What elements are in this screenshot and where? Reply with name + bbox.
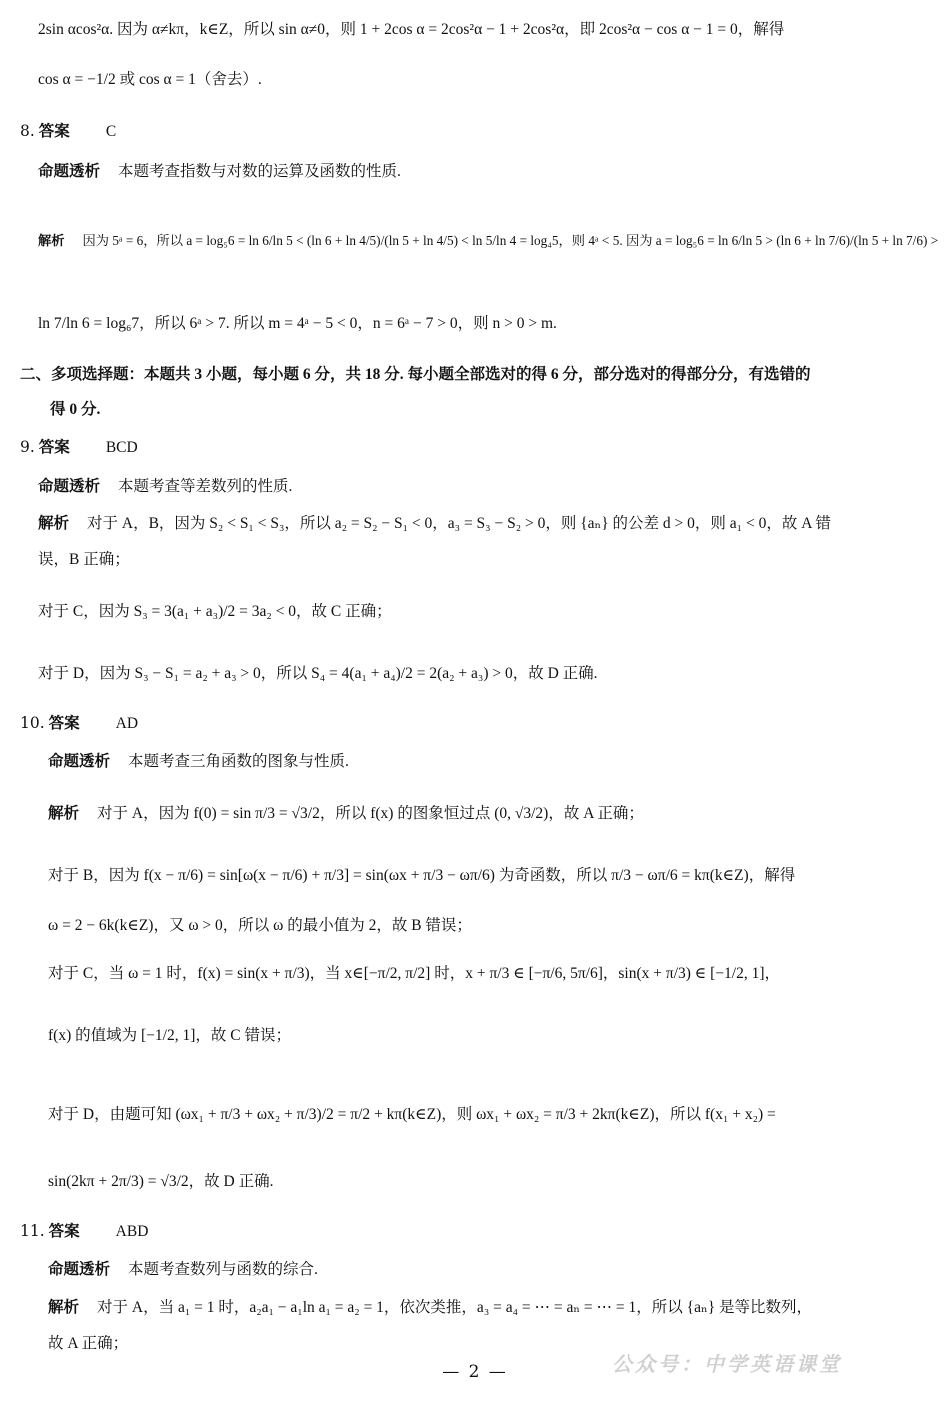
answer-choice: ABD <box>115 1223 149 1240</box>
text-line-l23 <box>48 1170 274 1193</box>
watermark: 公众号：中学英语课堂 <box>612 1352 842 1376</box>
line-text: 对于 C，当 ω = 1 时，f(x) = sin(x + π/3)，当 x∈[−π/2, π/2] 时，x + π/3 ∈ [−π/6, 5π/6]，sin(x + π/3) ∈ [−1/2, 1]， <box>48 965 781 982</box>
text-line-l26 <box>48 1296 812 1319</box>
text-line-l02 <box>38 68 262 91</box>
text-line-l25 <box>48 1258 318 1281</box>
section-label: 解析 <box>48 1298 80 1316</box>
text-line-l22 <box>48 1103 776 1126</box>
section-label: 解析 <box>48 804 80 822</box>
section-label: 答案 <box>38 122 70 140</box>
line-text: 因为 5ᵃ = 6，所以 a = log₅6 = ln 6/ln 5 < (ln 6 + ln 4/5)/(ln 5 + ln 4/5) < ln 5/ln 4 = log₄5，则 4ᵃ < 5. 因为 a = log₅6 = ln 6/ln 5 > (ln 6 + ln 7/6)/(ln 5 + ln 7/6) > <box>82 233 939 248</box>
line-text: ω = 2 − 6k(k∈Z)，又 ω > 0，所以 ω 的最小值为 2，故 B 错误； <box>48 917 472 934</box>
section-label: 答案 <box>48 714 80 732</box>
section-label: 解析 <box>38 234 65 249</box>
text-line-l18 <box>48 864 795 887</box>
text-line-l04 <box>38 160 401 183</box>
text-line-l14 <box>38 662 598 685</box>
line-text: 对于 A，因为 f(0) = sin π/3 = √3/2，所以 f(x) 的图象恒过点 (0, √3/2)，故 A 正确； <box>97 805 644 822</box>
text-line-l01 <box>38 18 784 41</box>
answer-choice: C <box>105 123 117 140</box>
line-text: cos α = −1/2 或 cos α = 1（舍去）. <box>38 71 262 88</box>
line-text: 对于 B，因为 f(x − π/6) = sin[ω(x − π/6) + π/3] = sin(ωx + π/3 − ωπ/6) 为奇函数，所以 π/3 − ωπ/6 = kπ(k∈Z)，解得 <box>48 867 796 884</box>
line-text: 本题考查三角函数的图象与性质. <box>128 753 349 770</box>
text-line-l15 <box>20 712 138 735</box>
text-line-l10 <box>38 475 292 498</box>
text-line-l21 <box>48 1024 291 1047</box>
section-label: 答案 <box>48 1222 80 1240</box>
text-line-l17 <box>48 802 644 825</box>
line-text: 故 A 正确； <box>48 1335 129 1352</box>
line-text: 2sin αcos²α. 因为 α≠kπ，k∈Z，所以 sin α≠0，则 1 + 2cos α = 2cos²α − 1 + 2cos²α，即 2cos²α − cos α − 1 = 0，解得 <box>38 21 785 38</box>
text-line-l05 <box>38 230 938 253</box>
section-label: 命题透析 <box>38 162 101 180</box>
page-number: — 2 — <box>442 1362 508 1382</box>
section-label: 命题透析 <box>48 752 111 770</box>
line-text: 对于 C，因为 S₃ = 3(a₁ + a₃)/2 = 3a₂ < 0，故 C 正确； <box>38 603 392 620</box>
section-label: 解析 <box>38 514 70 532</box>
section-label: 命题透析 <box>38 477 101 495</box>
text-line-l16 <box>48 750 349 773</box>
line-text: 得 0 分. <box>50 401 101 418</box>
answer-choice: BCD <box>105 439 138 456</box>
text-line-l24 <box>20 1220 148 1243</box>
text-line-l06 <box>38 312 557 335</box>
line-text: ln 7/ln 6 = log₆7，所以 6ᵃ > 7. 所以 m = 4ᵃ − 5 < 0，n = 6ᵃ − 7 > 0，则 n > 0 > m. <box>38 315 557 332</box>
text-line-l07 <box>20 363 811 386</box>
section-label: 命题透析 <box>48 1260 111 1278</box>
text-line-l08 <box>50 398 100 421</box>
line-text: 本题考查数列与函数的综合. <box>128 1261 318 1278</box>
line-text: 二、多项选择题：本题共 3 小题，每小题 6 分，共 18 分. 每小题全部选对的得 6 分，部分选对的得部分分，有选错的 <box>20 366 811 383</box>
text-line-l27 <box>48 1332 128 1355</box>
line-text: 本题考查等差数列的性质. <box>118 478 293 495</box>
text-line-l03 <box>20 120 116 143</box>
question-number: 11. <box>20 1222 45 1240</box>
text-line-l13 <box>38 600 392 623</box>
question-number: 9. <box>20 438 35 456</box>
line-text: 对于 D，因为 S₃ − S₁ = a₂ + a₃ > 0，所以 S₄ = 4(a₁ + a₄)/2 = 2(a₂ + a₃) > 0，故 D 正确. <box>38 665 598 682</box>
line-text: 对于 A，当 a₁ = 1 时，a₂a₁ − a₁ln a₁ = a₂ = 1，依次类推，a₃ = a₄ = ⋯ = aₙ = ⋯ = 1，所以 {aₙ} 是等比数列， <box>97 1299 813 1316</box>
line-text: 对于 D，由题可知 (ωx₁ + π/3 + ωx₂ + π/3)/2 = π/2 + kπ(k∈Z)，则 ωx₁ + ωx₂ = π/3 + 2kπ(k∈Z)，所以 f(x₁ + x₂) = <box>48 1106 776 1123</box>
text-line-l09 <box>20 436 138 459</box>
answer-choice: AD <box>115 715 139 732</box>
section-label: 答案 <box>38 438 70 456</box>
text-line-l20 <box>48 962 780 985</box>
text-line-l11 <box>38 512 831 535</box>
line-text: f(x) 的值域为 [−1/2, 1]，故 C 错误； <box>48 1027 291 1044</box>
line-text: 误，B 正确； <box>38 551 130 568</box>
line-text: 对于 A，B，因为 S₂ < S₁ < S₃，所以 a₂ = S₂ − S₁ < 0，a₃ = S₃ − S₂ > 0，则 {aₙ} 的公差 d > 0，则 a₁ < 0，故 A 错 <box>87 515 831 532</box>
text-line-l12 <box>38 548 130 571</box>
line-text: sin(2kπ + 2π/3) = √3/2，故 D 正确. <box>48 1173 274 1190</box>
line-text: 本题考查指数与对数的运算及函数的性质. <box>118 163 401 180</box>
question-number: 10. <box>20 714 45 732</box>
text-line-l19 <box>48 914 472 937</box>
question-number: 8. <box>20 122 35 140</box>
